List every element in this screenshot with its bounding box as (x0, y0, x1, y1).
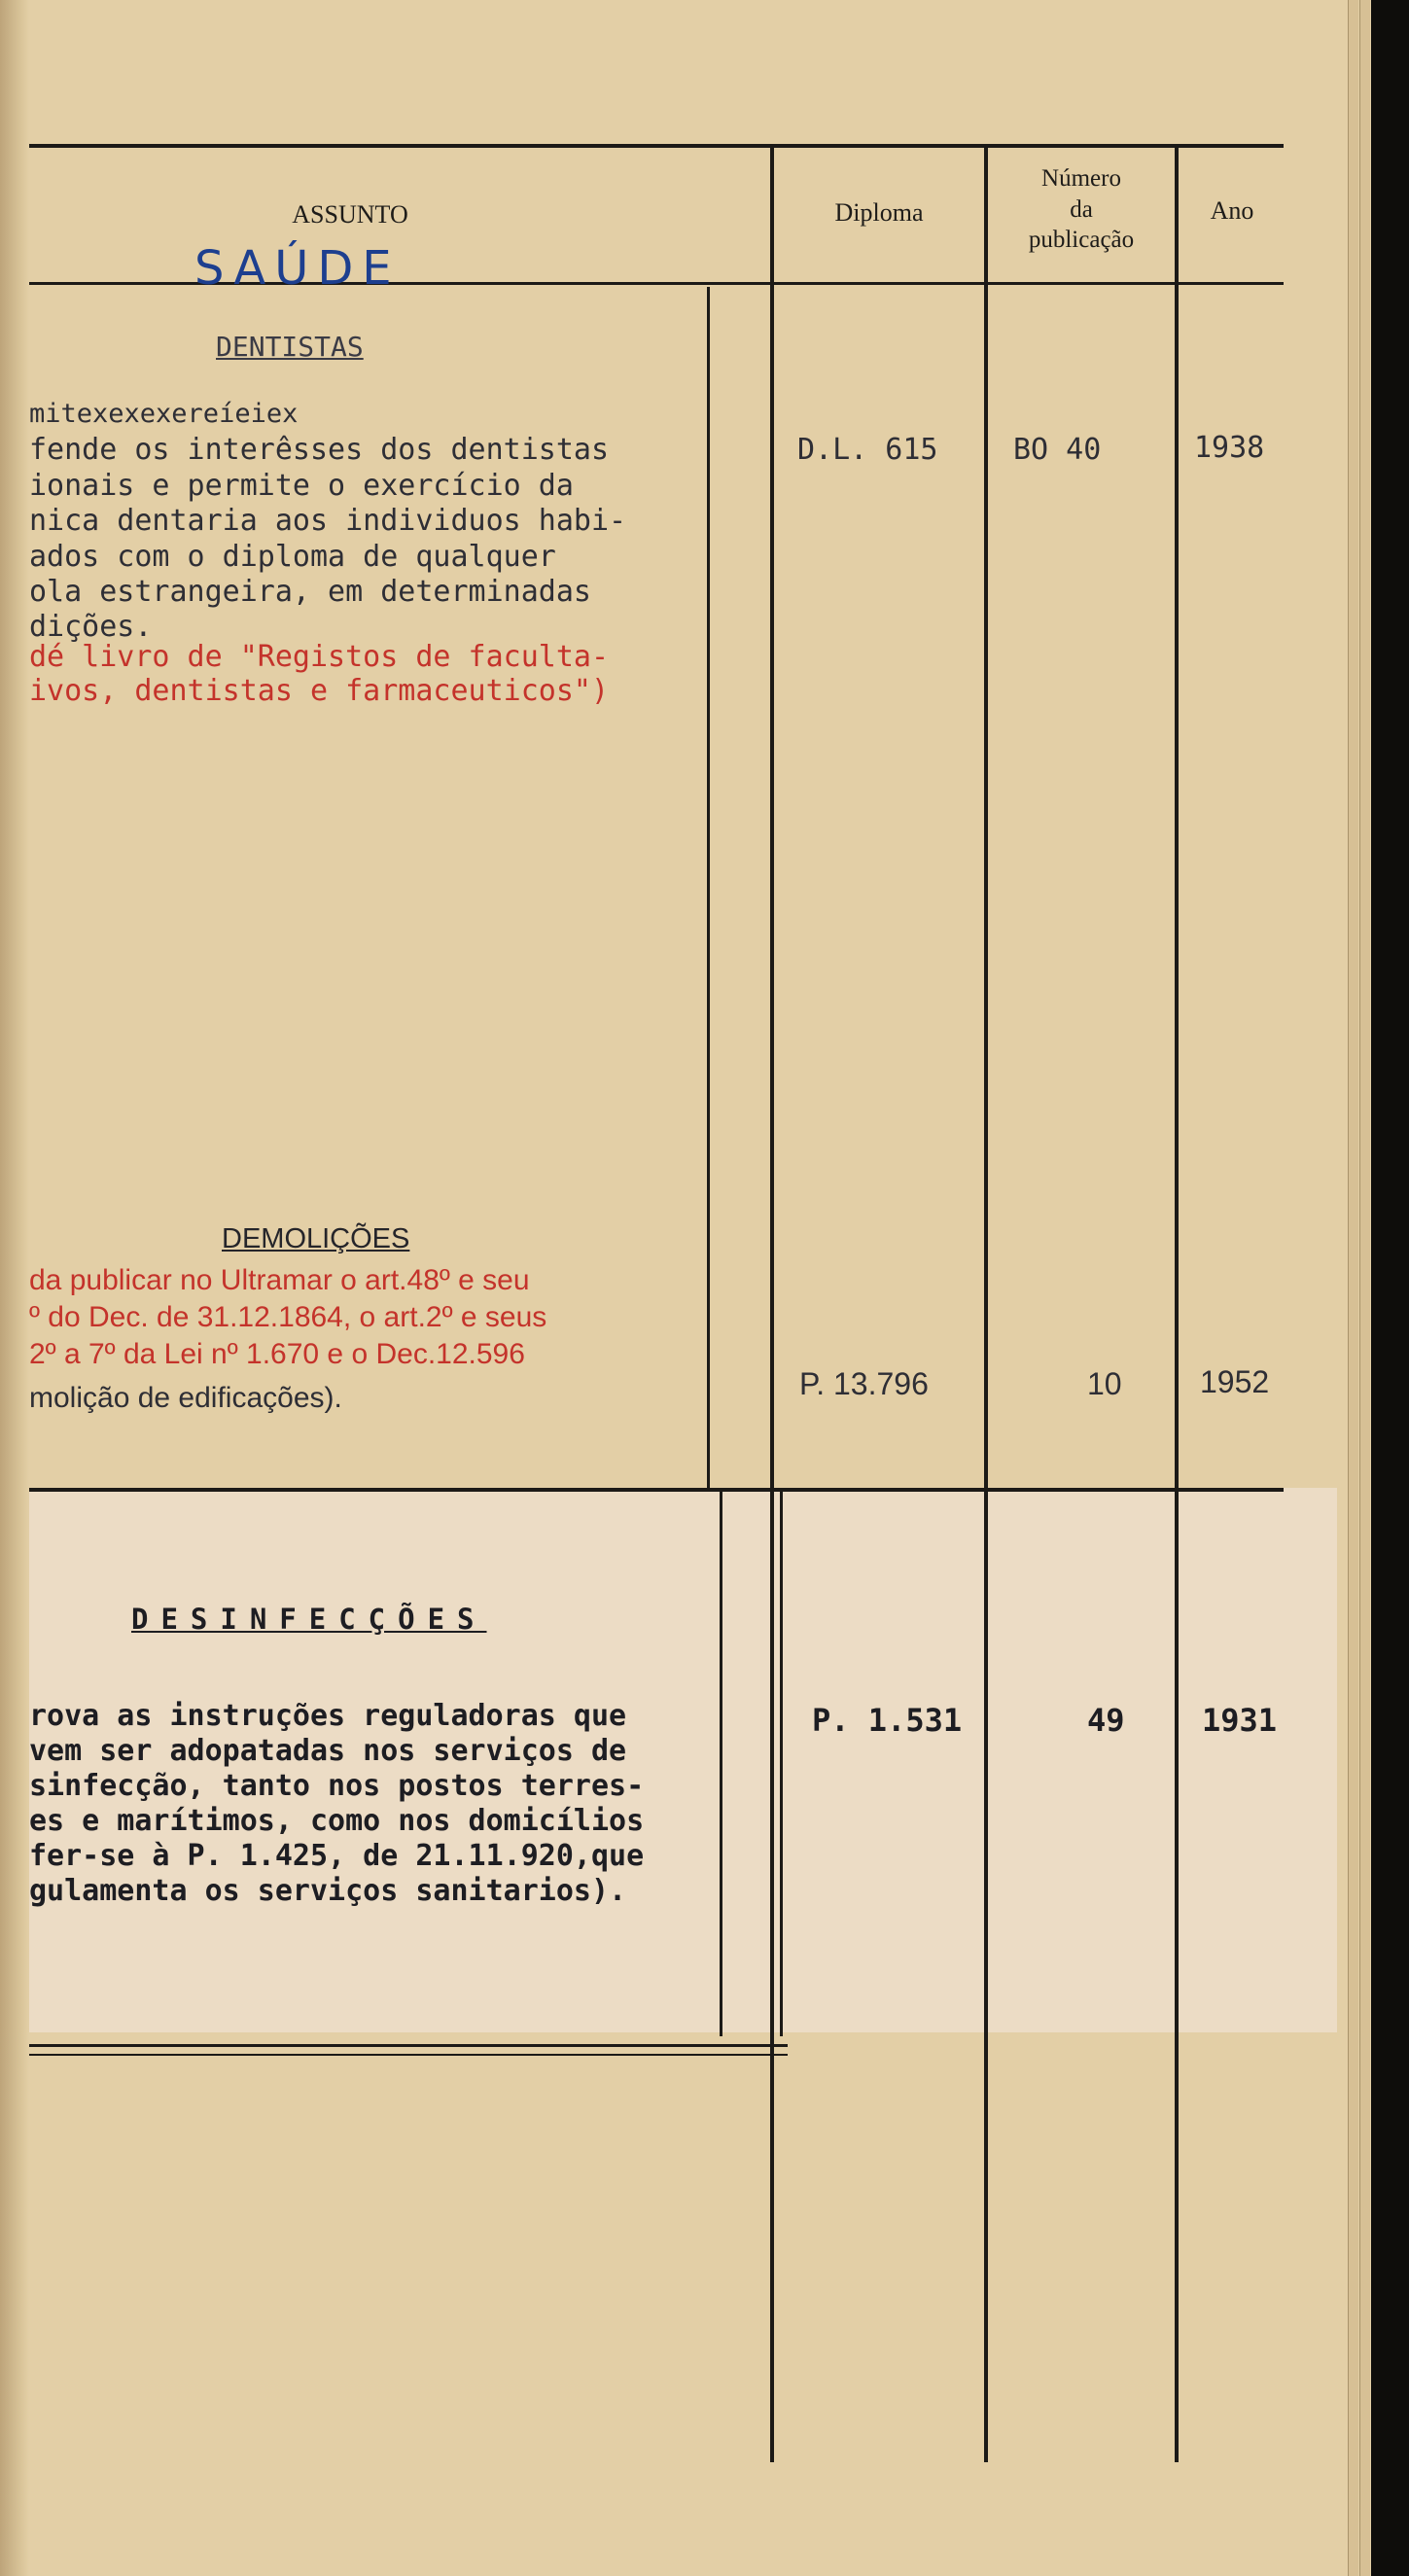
entry-text-line: ionais e permite o exercício da (29, 469, 574, 503)
number-cell: 49 (1087, 1702, 1125, 1739)
entry-text-line: mitexexexereíeiex (29, 399, 299, 429)
header-top-rule (29, 144, 1284, 148)
section-divider-rule (29, 1488, 1284, 1492)
diploma-cell: D.L. 615 (797, 433, 938, 467)
number-header-line1: Número (1041, 165, 1121, 192)
diploma-number-rule (984, 148, 988, 2462)
entry-red-note-line: º do Dec. de 31.12.1864, o art.2º e seus (29, 1301, 547, 1333)
entry-text-line: sinfecção, tanto nos postos terres- (29, 1769, 645, 1803)
entry-text-line: dições. (29, 610, 153, 644)
entry-text-line: fende os interêsses dos dentistas (29, 433, 610, 467)
entry-text-line: gulamenta os serviços sanitarios). (29, 1874, 627, 1908)
subject-inner-rule (707, 287, 710, 1488)
slip-inner-rule-1 (720, 1492, 722, 2036)
diploma-cell: P. 13.796 (799, 1366, 929, 1401)
entry-text-line: molição de edificações). (29, 1382, 342, 1414)
section-title-desinfeccoes: DESINFECÇÕES (131, 1603, 487, 1636)
section-title-dentistas: DENTISTAS (216, 331, 364, 363)
page-edge (1359, 0, 1370, 2576)
entry-text-line: es e marítimos, como nos domicílios (29, 1804, 645, 1838)
diploma-cell: P. 1.531 (812, 1702, 963, 1739)
slip-bottom-rule (29, 2044, 788, 2047)
entry-text-line: ola estrangeira, em determinadas (29, 575, 591, 609)
slip-bottom-rule-2 (29, 2054, 788, 2056)
year-cell: 1938 (1194, 431, 1265, 465)
year-cell: 1931 (1202, 1702, 1278, 1739)
slip-inner-rule-2 (780, 1492, 783, 2036)
entry-text-line: fer-se à P. 1.425, de 21.11.920,que (29, 1839, 645, 1873)
number-header-line2: da (1070, 196, 1093, 223)
subject-diploma-rule (770, 148, 774, 2462)
subject-header: ASSUNTO (292, 200, 408, 229)
page-edge (1348, 0, 1358, 2576)
year-header: Ano (1210, 196, 1254, 225)
diploma-header: Diploma (834, 198, 924, 227)
number-cell: 10 (1087, 1366, 1122, 1401)
entry-red-note-line: dé livro de "Registos de faculta- (29, 640, 610, 674)
number-cell: BO 40 (1013, 433, 1102, 467)
entry-text-line: vem ser adopatadas nos serviços de (29, 1734, 627, 1768)
entry-red-note-line: 2º a 7º da Lei nº 1.670 e o Dec.12.596 (29, 1338, 525, 1370)
entry-red-note-line: ivos, dentistas e farmaceuticos") (29, 674, 610, 708)
binding-spine (0, 0, 29, 2576)
category-handwritten: SAÚDE (194, 241, 401, 296)
section-title-demolicoes: DEMOLIÇÕES (222, 1223, 410, 1254)
entry-text-line: nica dentaria aos individuos habi- (29, 504, 627, 538)
number-header-line3: publicação (1028, 227, 1135, 253)
entry-text-line: rova as instruções reguladoras que (29, 1699, 627, 1733)
number-year-rule (1175, 148, 1179, 2462)
entry-text-line: ados com o diploma de qualquer (29, 540, 556, 574)
year-cell: 1952 (1200, 1364, 1270, 1399)
entry-red-note-line: da publicar no Ultramar o art.48º e seu (29, 1264, 530, 1296)
